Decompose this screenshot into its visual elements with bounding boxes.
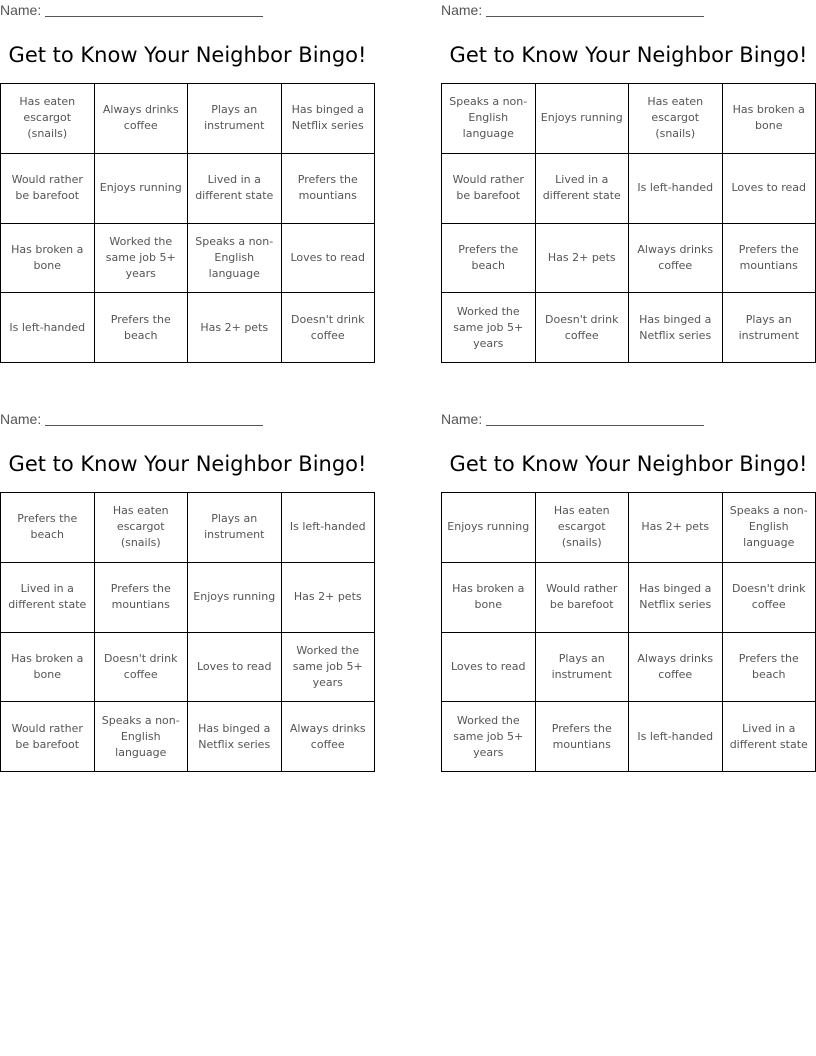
bingo-cell[interactable]: Enjoys running bbox=[535, 84, 629, 154]
bingo-cell[interactable]: Has broken a bone bbox=[722, 84, 816, 154]
bingo-grid bbox=[441, 492, 816, 772]
bingo-cell[interactable]: Lived in a different state bbox=[722, 702, 816, 772]
bingo-cell[interactable]: Would rather be barefoot bbox=[535, 562, 629, 632]
bingo-cell[interactable]: Has 2+ pets bbox=[188, 293, 282, 363]
bingo-cell[interactable]: Loves to read bbox=[188, 632, 282, 702]
card-title: Get to Know Your Neighbor Bingo! bbox=[8, 43, 367, 67]
bingo-cell[interactable]: Speaks a non-English language bbox=[722, 493, 816, 563]
grid-row bbox=[1, 493, 375, 563]
bingo-cell[interactable]: Prefers the beach bbox=[94, 293, 188, 363]
bingo-cell[interactable]: Loves to read bbox=[281, 223, 375, 293]
bingo-cell[interactable]: Has eaten escargot (snails) bbox=[94, 493, 188, 563]
bingo-cell[interactable]: Has broken a bone bbox=[442, 562, 536, 632]
bingo-cell[interactable]: Prefers the beach bbox=[1, 493, 95, 563]
bingo-cell[interactable]: Has binged a Netflix series bbox=[188, 702, 282, 772]
bingo-cell[interactable]: Enjoys running bbox=[442, 493, 536, 563]
bingo-cell[interactable]: Doesn't drink coffee bbox=[94, 632, 188, 702]
bingo-cell[interactable]: Lived in a different state bbox=[188, 153, 282, 223]
bingo-cell[interactable]: Enjoys running bbox=[94, 153, 188, 223]
name-field[interactable] bbox=[441, 2, 704, 18]
name-label: Name: bbox=[0, 2, 42, 18]
bingo-cell[interactable]: Always drinks coffee bbox=[629, 223, 723, 293]
bingo-cell[interactable]: Plays an instrument bbox=[188, 84, 282, 154]
name-field[interactable] bbox=[0, 2, 263, 18]
card-title: Get to Know Your Neighbor Bingo! bbox=[449, 452, 808, 476]
bingo-cell[interactable]: Is left-handed bbox=[629, 702, 723, 772]
name-label: Name: bbox=[441, 2, 483, 18]
bingo-cell[interactable]: Prefers the beach bbox=[442, 223, 536, 293]
bingo-cell[interactable]: Prefers the mountians bbox=[722, 223, 816, 293]
bingo-cell[interactable]: Speaks a non-English language bbox=[188, 223, 282, 293]
bingo-cell[interactable]: Doesn't drink coffee bbox=[281, 293, 375, 363]
bingo-cell[interactable]: Enjoys running bbox=[188, 562, 282, 632]
grid-row bbox=[442, 493, 816, 563]
bingo-cell[interactable]: Doesn't drink coffee bbox=[535, 293, 629, 363]
bingo-cell[interactable]: Has 2+ pets bbox=[535, 223, 629, 293]
bingo-cell[interactable]: Lived in a different state bbox=[1, 562, 95, 632]
bingo-cell[interactable]: Speaks a non-English language bbox=[442, 84, 536, 154]
bingo-cell[interactable]: Prefers the mountians bbox=[281, 153, 375, 223]
grid-row bbox=[442, 84, 816, 154]
grid-row bbox=[442, 562, 816, 632]
name-label: Name: bbox=[441, 411, 483, 427]
name-blank-line[interactable] bbox=[486, 16, 704, 17]
bingo-cell[interactable]: Has eaten escargot (snails) bbox=[629, 84, 723, 154]
bingo-cell[interactable]: Prefers the mountians bbox=[535, 702, 629, 772]
bingo-cell[interactable]: Would rather be barefoot bbox=[1, 153, 95, 223]
bingo-cell[interactable]: Has eaten escargot (snails) bbox=[535, 493, 629, 563]
grid-row bbox=[442, 223, 816, 293]
bingo-cell[interactable]: Always drinks coffee bbox=[281, 702, 375, 772]
bingo-cell[interactable]: Prefers the mountians bbox=[94, 562, 188, 632]
bingo-cell[interactable]: Has binged a Netflix series bbox=[281, 84, 375, 154]
bingo-cell[interactable]: Doesn't drink coffee bbox=[722, 562, 816, 632]
bingo-cell[interactable]: Worked the same job 5+ years bbox=[442, 702, 536, 772]
bingo-cell[interactable]: Lived in a different state bbox=[535, 153, 629, 223]
bingo-cell[interactable]: Would rather be barefoot bbox=[442, 153, 536, 223]
bingo-cell[interactable]: Worked the same job 5+ years bbox=[94, 223, 188, 293]
bingo-cell[interactable]: Is left-handed bbox=[281, 493, 375, 563]
grid-row bbox=[442, 632, 816, 702]
bingo-cell[interactable]: Is left-handed bbox=[1, 293, 95, 363]
grid-row bbox=[1, 84, 375, 154]
grid-row bbox=[442, 293, 816, 363]
bingo-cell[interactable]: Has broken a bone bbox=[1, 632, 95, 702]
grid-row bbox=[442, 702, 816, 772]
name-field[interactable] bbox=[0, 411, 263, 427]
bingo-cell[interactable]: Always drinks coffee bbox=[629, 632, 723, 702]
bingo-cell[interactable]: Loves to read bbox=[722, 153, 816, 223]
bingo-cell[interactable]: Worked the same job 5+ years bbox=[281, 632, 375, 702]
name-label: Name: bbox=[0, 411, 42, 427]
bingo-cell[interactable]: Plays an instrument bbox=[722, 293, 816, 363]
bingo-cell[interactable]: Plays an instrument bbox=[188, 493, 282, 563]
grid-row bbox=[1, 153, 375, 223]
bingo-cell[interactable]: Is left-handed bbox=[629, 153, 723, 223]
card-title: Get to Know Your Neighbor Bingo! bbox=[449, 43, 808, 67]
name-field[interactable] bbox=[441, 411, 704, 427]
card-title: Get to Know Your Neighbor Bingo! bbox=[8, 452, 367, 476]
bingo-cell[interactable]: Plays an instrument bbox=[535, 632, 629, 702]
grid-row bbox=[1, 293, 375, 363]
bingo-cell[interactable]: Loves to read bbox=[442, 632, 536, 702]
grid-row bbox=[1, 632, 375, 702]
grid-row bbox=[1, 223, 375, 293]
bingo-cell[interactable]: Worked the same job 5+ years bbox=[442, 293, 536, 363]
name-blank-line[interactable] bbox=[45, 425, 263, 426]
bingo-cell[interactable]: Has binged a Netflix series bbox=[629, 293, 723, 363]
name-blank-line[interactable] bbox=[45, 16, 263, 17]
bingo-cell[interactable]: Has 2+ pets bbox=[281, 562, 375, 632]
grid-row bbox=[1, 562, 375, 632]
bingo-cell[interactable]: Has binged a Netflix series bbox=[629, 562, 723, 632]
bingo-grid bbox=[0, 492, 375, 772]
bingo-grid bbox=[0, 83, 375, 363]
grid-row bbox=[442, 153, 816, 223]
name-blank-line[interactable] bbox=[486, 425, 704, 426]
bingo-cell[interactable]: Has 2+ pets bbox=[629, 493, 723, 563]
bingo-cell[interactable]: Has eaten escargot (snails) bbox=[1, 84, 95, 154]
bingo-grid bbox=[441, 83, 816, 363]
bingo-cell[interactable]: Prefers the beach bbox=[722, 632, 816, 702]
bingo-cell[interactable]: Would rather be barefoot bbox=[1, 702, 95, 772]
bingo-cell[interactable]: Speaks a non-English language bbox=[94, 702, 188, 772]
bingo-cell[interactable]: Has broken a bone bbox=[1, 223, 95, 293]
bingo-cell[interactable]: Always drinks coffee bbox=[94, 84, 188, 154]
grid-row bbox=[1, 702, 375, 772]
